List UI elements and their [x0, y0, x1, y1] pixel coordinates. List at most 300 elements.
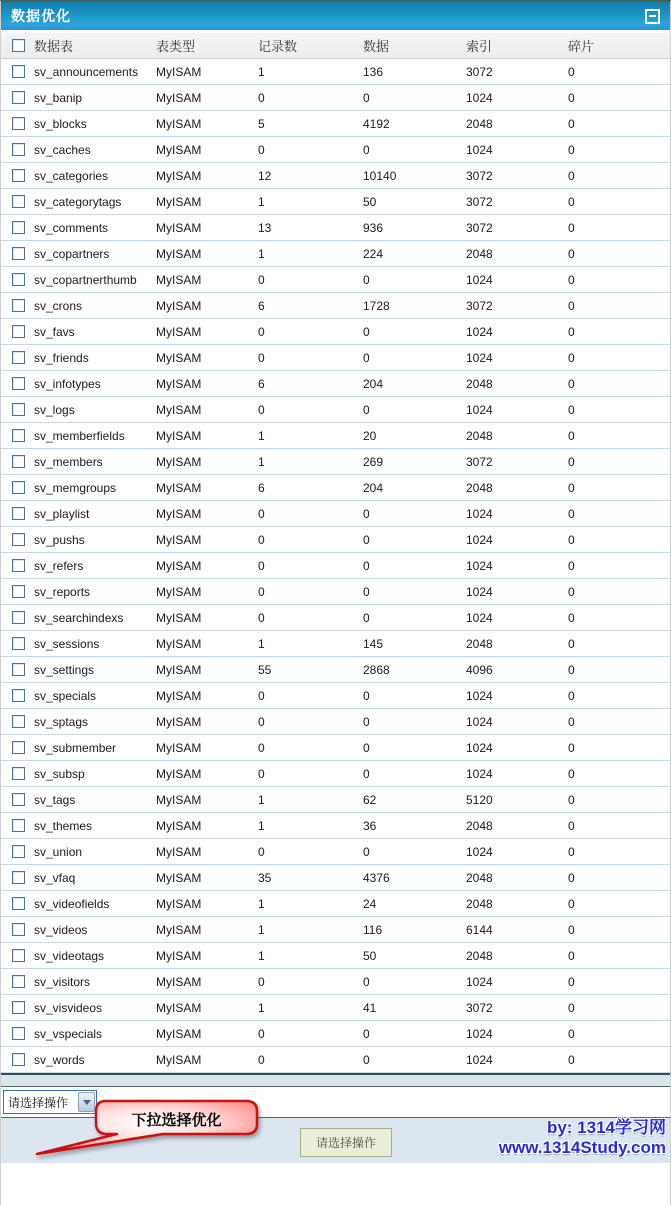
row-checkbox[interactable]: [12, 1027, 25, 1040]
cell-fragment: 0: [568, 142, 575, 157]
cell-table-type: MyISAM: [156, 688, 202, 703]
cell-table-name: sv_categorytags: [34, 194, 122, 209]
row-checkbox[interactable]: [12, 429, 25, 442]
table-row: [1, 501, 670, 527]
cell-record-count: 0: [258, 584, 265, 599]
cell-data-size: 50: [363, 948, 377, 963]
row-checkbox[interactable]: [12, 923, 25, 936]
cell-table-type: MyISAM: [156, 142, 202, 157]
table-row: [1, 813, 670, 839]
cell-index-size: 2048: [466, 896, 493, 911]
cell-table-name: sv_memgroups: [34, 480, 117, 495]
cell-table-name: sv_memberfields: [34, 428, 125, 443]
cell-data-size: 0: [363, 350, 370, 365]
column-header-index-size: 索引: [466, 39, 493, 54]
cell-record-count: 1: [258, 64, 265, 79]
table-row: [1, 891, 670, 917]
row-checkbox[interactable]: [12, 247, 25, 260]
cell-record-count: 0: [258, 90, 265, 105]
cell-table-name: sv_pushs: [34, 532, 85, 547]
cell-table-type: MyISAM: [156, 922, 202, 937]
cell-data-size: 136: [363, 64, 384, 79]
minimize-button[interactable]: [645, 9, 660, 24]
cell-table-name: sv_union: [34, 844, 83, 859]
row-checkbox[interactable]: [12, 559, 25, 572]
row-checkbox[interactable]: [12, 585, 25, 598]
table-row: [1, 371, 670, 397]
cell-record-count: 12: [258, 168, 272, 183]
cell-fragment: 0: [568, 714, 575, 729]
cell-data-size: 20: [363, 428, 377, 443]
cell-table-type: MyISAM: [156, 324, 202, 339]
cell-fragment: 0: [568, 194, 575, 209]
cell-index-size: 1024: [466, 142, 493, 157]
cell-table-name: sv_videotags: [34, 948, 105, 963]
cell-index-size: 3072: [466, 1000, 493, 1015]
table-row: [1, 553, 670, 579]
cell-record-count: 1: [258, 896, 265, 911]
cell-index-size: 5120: [466, 792, 493, 807]
cell-data-size: 0: [363, 740, 370, 755]
cell-table-type: MyISAM: [156, 818, 202, 833]
cell-fragment: 0: [568, 350, 575, 365]
cell-index-size: 1024: [466, 272, 493, 287]
cell-table-name: sv_logs: [34, 402, 75, 417]
cell-data-size: 0: [363, 506, 370, 521]
cell-table-name: sv_comments: [34, 220, 109, 235]
cell-fragment: 0: [568, 454, 575, 469]
cell-index-size: 2048: [466, 246, 493, 261]
row-checkbox[interactable]: [12, 871, 25, 884]
cell-record-count: 0: [258, 974, 265, 989]
cell-fragment: 0: [568, 584, 575, 599]
cell-fragment: 0: [568, 116, 575, 131]
cell-record-count: 0: [258, 506, 265, 521]
cell-table-name: sv_submember: [34, 740, 117, 755]
cell-table-name: sv_themes: [34, 818, 93, 833]
table-row: [1, 709, 670, 735]
cell-fragment: 0: [568, 610, 575, 625]
cell-record-count: 5: [258, 116, 265, 131]
cell-index-size: 1024: [466, 532, 493, 547]
cell-table-name: sv_announcements: [34, 64, 139, 79]
table-row: [1, 1047, 670, 1073]
cell-fragment: 0: [568, 662, 575, 677]
cell-table-type: MyISAM: [156, 506, 202, 521]
cell-fragment: 0: [568, 532, 575, 547]
row-checkbox[interactable]: [12, 455, 25, 468]
cell-record-count: 35: [258, 870, 272, 885]
minimize-icon: [649, 15, 656, 17]
cell-table-name: sv_banip: [34, 90, 83, 105]
row-checkbox[interactable]: [12, 663, 25, 676]
cell-data-size: 0: [363, 714, 370, 729]
cell-fragment: 0: [568, 948, 575, 963]
cell-table-type: MyISAM: [156, 454, 202, 469]
table-row: [1, 605, 670, 631]
cell-fragment: 0: [568, 1000, 575, 1015]
row-checkbox[interactable]: [12, 949, 25, 962]
table-row: [1, 943, 670, 969]
cell-table-type: MyISAM: [156, 662, 202, 677]
cell-table-name: sv_members: [34, 454, 103, 469]
cell-index-size: 1024: [466, 1052, 493, 1067]
cell-data-size: 0: [363, 272, 370, 287]
cell-index-size: 1024: [466, 584, 493, 599]
row-checkbox[interactable]: [12, 1001, 25, 1014]
callout-bubble: [31, 1098, 263, 1160]
row-checkbox[interactable]: [12, 143, 25, 156]
cell-record-count: 6: [258, 376, 265, 391]
cell-record-count: 0: [258, 610, 265, 625]
cell-data-size: 0: [363, 558, 370, 573]
cell-data-size: 0: [363, 90, 370, 105]
cell-fragment: 0: [568, 90, 575, 105]
row-checkbox[interactable]: [12, 611, 25, 624]
row-checkbox[interactable]: [12, 117, 25, 130]
site-credits: [499, 1118, 666, 1158]
table-row: [1, 579, 670, 605]
cell-record-count: 0: [258, 1026, 265, 1041]
cell-fragment: 0: [568, 168, 575, 183]
cell-index-size: 2048: [466, 870, 493, 885]
cell-data-size: 204: [363, 480, 384, 495]
cell-data-size: 0: [363, 974, 370, 989]
table-row: [1, 163, 670, 189]
panel-titlebar: [1, 2, 670, 30]
table-row: [1, 111, 670, 137]
cell-table-name: sv_sessions: [34, 636, 100, 651]
row-checkbox[interactable]: [12, 741, 25, 754]
cell-record-count: 6: [258, 480, 265, 495]
table-row: [1, 423, 670, 449]
row-checkbox[interactable]: [12, 637, 25, 650]
cell-data-size: 4192: [363, 116, 390, 131]
cell-index-size: 1024: [466, 402, 493, 417]
row-checkbox[interactable]: [12, 845, 25, 858]
cell-table-type: MyISAM: [156, 584, 202, 599]
cell-index-size: 6144: [466, 922, 493, 937]
cell-index-size: 1024: [466, 688, 493, 703]
row-checkbox[interactable]: [12, 273, 25, 286]
cell-table-type: MyISAM: [156, 64, 202, 79]
cell-index-size: 1024: [466, 974, 493, 989]
table-row: [1, 397, 670, 423]
cell-table-type: MyISAM: [156, 350, 202, 365]
row-checkbox[interactable]: [12, 507, 25, 520]
cell-record-count: 1: [258, 246, 265, 261]
table-row: [1, 85, 670, 111]
row-checkbox[interactable]: [12, 793, 25, 806]
cell-table-type: MyISAM: [156, 1026, 202, 1041]
cell-index-size: 4096: [466, 662, 493, 677]
cell-table-name: sv_vfaq: [34, 870, 76, 885]
table-row: [1, 917, 670, 943]
row-checkbox[interactable]: [12, 403, 25, 416]
cell-record-count: 0: [258, 844, 265, 859]
cell-table-type: MyISAM: [156, 870, 202, 885]
cell-table-type: MyISAM: [156, 948, 202, 963]
cell-data-size: 50: [363, 194, 377, 209]
cell-index-size: 1024: [466, 1026, 493, 1041]
cell-fragment: 0: [568, 688, 575, 703]
cell-data-size: 145: [363, 636, 384, 651]
cell-data-size: 24: [363, 896, 377, 911]
cell-record-count: 1: [258, 792, 265, 807]
cell-table-name: sv_words: [34, 1052, 85, 1067]
cell-record-count: 0: [258, 272, 265, 287]
cell-fragment: 0: [568, 246, 575, 261]
cell-table-name: sv_copartners: [34, 246, 110, 261]
cell-table-name: sv_subsp: [34, 766, 85, 781]
table-row: [1, 137, 670, 163]
cell-index-size: 3072: [466, 220, 493, 235]
cell-table-type: MyISAM: [156, 610, 202, 625]
cell-data-size: 204: [363, 376, 384, 391]
cell-fragment: 0: [568, 1026, 575, 1041]
cell-table-name: sv_crons: [34, 298, 83, 313]
table-row: [1, 241, 670, 267]
cell-fragment: 0: [568, 766, 575, 781]
cell-table-type: MyISAM: [156, 792, 202, 807]
cell-index-size: 3072: [466, 168, 493, 183]
table-row: [1, 839, 670, 865]
cell-table-name: sv_refers: [34, 558, 84, 573]
cell-index-size: 3072: [466, 194, 493, 209]
cell-index-size: 1024: [466, 610, 493, 625]
row-checkbox[interactable]: [12, 767, 25, 780]
row-checkbox[interactable]: [12, 221, 25, 234]
row-checkbox[interactable]: [12, 377, 25, 390]
cell-data-size: 0: [363, 1052, 370, 1067]
cell-table-type: MyISAM: [156, 740, 202, 755]
cell-data-size: 116: [363, 922, 383, 937]
cell-record-count: 0: [258, 714, 265, 729]
cell-table-type: MyISAM: [156, 766, 202, 781]
column-header-record-count: 记录数: [258, 39, 298, 54]
cell-table-type: MyISAM: [156, 636, 202, 651]
table-row: [1, 345, 670, 371]
select-all-checkbox[interactable]: [12, 39, 25, 52]
cell-index-size: 3072: [466, 454, 493, 469]
cell-fragment: 0: [568, 480, 575, 495]
cell-index-size: 1024: [466, 506, 493, 521]
column-header-data-size: 数据: [363, 39, 390, 54]
cell-record-count: 0: [258, 142, 265, 157]
row-checkbox[interactable]: [12, 689, 25, 702]
cell-table-type: MyISAM: [156, 974, 202, 989]
row-checkbox[interactable]: [12, 897, 25, 910]
cell-fragment: 0: [568, 272, 575, 287]
cell-fragment: 0: [568, 558, 575, 573]
cell-table-name: sv_reports: [34, 584, 91, 599]
cell-index-size: 1024: [466, 740, 493, 755]
table-row: [1, 865, 670, 891]
cell-fragment: 0: [568, 428, 575, 443]
cell-table-name: sv_sptags: [34, 714, 89, 729]
table-row: [1, 215, 670, 241]
table-row: [1, 189, 670, 215]
row-checkbox[interactable]: [12, 351, 25, 364]
cell-record-count: 0: [258, 766, 265, 781]
cell-fragment: 0: [568, 298, 575, 313]
row-checkbox[interactable]: [12, 533, 25, 546]
cell-record-count: 0: [258, 688, 265, 703]
cell-data-size: 62: [363, 792, 377, 807]
cell-record-count: 1: [258, 948, 265, 963]
cell-data-size: 1728: [363, 298, 390, 313]
action-submit-button[interactable]: 请选择操作: [300, 1128, 392, 1157]
cell-table-type: MyISAM: [156, 376, 202, 391]
cell-data-size: 224: [363, 246, 384, 261]
table-row: [1, 267, 670, 293]
row-checkbox[interactable]: [12, 169, 25, 182]
cell-record-count: 0: [258, 740, 265, 755]
cell-index-size: 2048: [466, 948, 493, 963]
column-header-table-type: 表类型: [156, 39, 196, 54]
cell-record-count: 0: [258, 402, 265, 417]
row-checkbox[interactable]: [12, 481, 25, 494]
cell-table-type: MyISAM: [156, 272, 202, 287]
cell-index-size: 1024: [466, 324, 493, 339]
cell-index-size: 2048: [466, 818, 493, 833]
cell-table-type: MyISAM: [156, 844, 202, 859]
cell-fragment: 0: [568, 402, 575, 417]
cell-record-count: 6: [258, 298, 265, 313]
cell-table-type: MyISAM: [156, 246, 202, 261]
cell-fragment: 0: [568, 792, 575, 807]
cell-fragment: 0: [568, 844, 575, 859]
cell-table-name: sv_visitors: [34, 974, 91, 989]
panel-title: 数据优化: [11, 8, 71, 24]
cell-index-size: 1024: [466, 558, 493, 573]
table-header-row: [1, 33, 670, 59]
cell-fragment: 0: [568, 818, 575, 833]
cell-table-name: sv_videofields: [34, 896, 110, 911]
cell-table-name: sv_visvideos: [34, 1000, 103, 1015]
cell-table-type: MyISAM: [156, 532, 202, 547]
cell-table-type: MyISAM: [156, 1000, 202, 1015]
credit-line1: by: 1314学习网: [546, 1118, 666, 1137]
cell-data-size: 0: [363, 610, 370, 625]
cell-data-size: 0: [363, 324, 370, 339]
row-checkbox[interactable]: [12, 91, 25, 104]
row-checkbox[interactable]: [12, 325, 25, 338]
cell-table-name: sv_favs: [34, 324, 75, 339]
cell-table-name: sv_playlist: [34, 506, 90, 521]
cell-record-count: 0: [258, 1052, 265, 1067]
cell-index-size: 1024: [466, 714, 493, 729]
cell-record-count: 1: [258, 428, 265, 443]
cell-data-size: 41: [363, 1000, 377, 1015]
cell-record-count: 1: [258, 454, 265, 469]
cell-record-count: 55: [258, 662, 272, 677]
cell-record-count: 1: [258, 636, 265, 651]
table-row: [1, 761, 670, 787]
table-row: [1, 995, 670, 1021]
cell-index-size: 2048: [466, 480, 493, 495]
table-row: [1, 59, 670, 85]
row-checkbox[interactable]: [12, 975, 25, 988]
cell-table-name: sv_caches: [34, 142, 91, 157]
table-row: [1, 631, 670, 657]
cell-table-type: MyISAM: [156, 714, 202, 729]
table-row: [1, 657, 670, 683]
row-checkbox[interactable]: [12, 195, 25, 208]
cell-index-size: 2048: [466, 428, 493, 443]
cell-table-type: MyISAM: [156, 298, 202, 313]
cell-fragment: 0: [568, 974, 575, 989]
table-row: [1, 1021, 670, 1047]
panel-footer-band: [1, 1075, 670, 1087]
cell-index-size: 1024: [466, 90, 493, 105]
cell-table-type: MyISAM: [156, 428, 202, 443]
cell-table-type: MyISAM: [156, 90, 202, 105]
cell-table-name: sv_infotypes: [34, 376, 101, 391]
action-select-value: 请选择操作: [8, 1095, 69, 1110]
cell-index-size: 3072: [466, 298, 493, 313]
cell-data-size: 0: [363, 584, 370, 599]
row-checkbox[interactable]: [12, 715, 25, 728]
cell-table-name: sv_specials: [34, 688, 97, 703]
cell-record-count: 13: [258, 220, 272, 235]
cell-index-size: 2048: [466, 376, 493, 391]
column-header-fragment: 碎片: [568, 39, 595, 54]
cell-table-name: sv_blocks: [34, 116, 87, 131]
cell-fragment: 0: [568, 220, 575, 235]
cell-record-count: 1: [258, 1000, 265, 1015]
row-checkbox[interactable]: [12, 299, 25, 312]
cell-data-size: 36: [363, 818, 377, 833]
cell-index-size: 1024: [466, 350, 493, 365]
callout-text: 下拉选择优化: [131, 1112, 222, 1129]
cell-table-name: sv_tags: [34, 792, 76, 807]
row-checkbox[interactable]: [12, 65, 25, 78]
table-row: [1, 787, 670, 813]
row-checkbox[interactable]: [12, 819, 25, 832]
cell-data-size: 4376: [363, 870, 390, 885]
cell-data-size: 0: [363, 688, 370, 703]
cell-data-size: 0: [363, 1026, 370, 1041]
cell-table-name: sv_settings: [34, 662, 95, 677]
cell-index-size: 2048: [466, 636, 493, 651]
cell-table-type: MyISAM: [156, 402, 202, 417]
cell-fragment: 0: [568, 896, 575, 911]
cell-record-count: 0: [258, 558, 265, 573]
cell-index-size: 2048: [466, 116, 493, 131]
cell-fragment: 0: [568, 870, 575, 885]
cell-fragment: 0: [568, 636, 575, 651]
cell-index-size: 3072: [466, 64, 493, 79]
cell-data-size: 2868: [363, 662, 390, 677]
cell-record-count: 0: [258, 324, 265, 339]
row-checkbox[interactable]: [12, 1053, 25, 1066]
cell-index-size: 1024: [466, 766, 493, 781]
cell-record-count: 1: [258, 818, 265, 833]
table-row: [1, 449, 670, 475]
credit-line2: www.1314Study.com: [498, 1138, 666, 1157]
cell-table-type: MyISAM: [156, 168, 202, 183]
table-row: [1, 683, 670, 709]
cell-fragment: 0: [568, 64, 575, 79]
cell-data-size: 0: [363, 766, 370, 781]
table-row: [1, 475, 670, 501]
table-row: [1, 969, 670, 995]
cell-record-count: 1: [258, 922, 265, 937]
cell-fragment: 0: [568, 376, 575, 391]
cell-table-type: MyISAM: [156, 1052, 202, 1067]
cell-table-name: sv_categories: [34, 168, 109, 183]
